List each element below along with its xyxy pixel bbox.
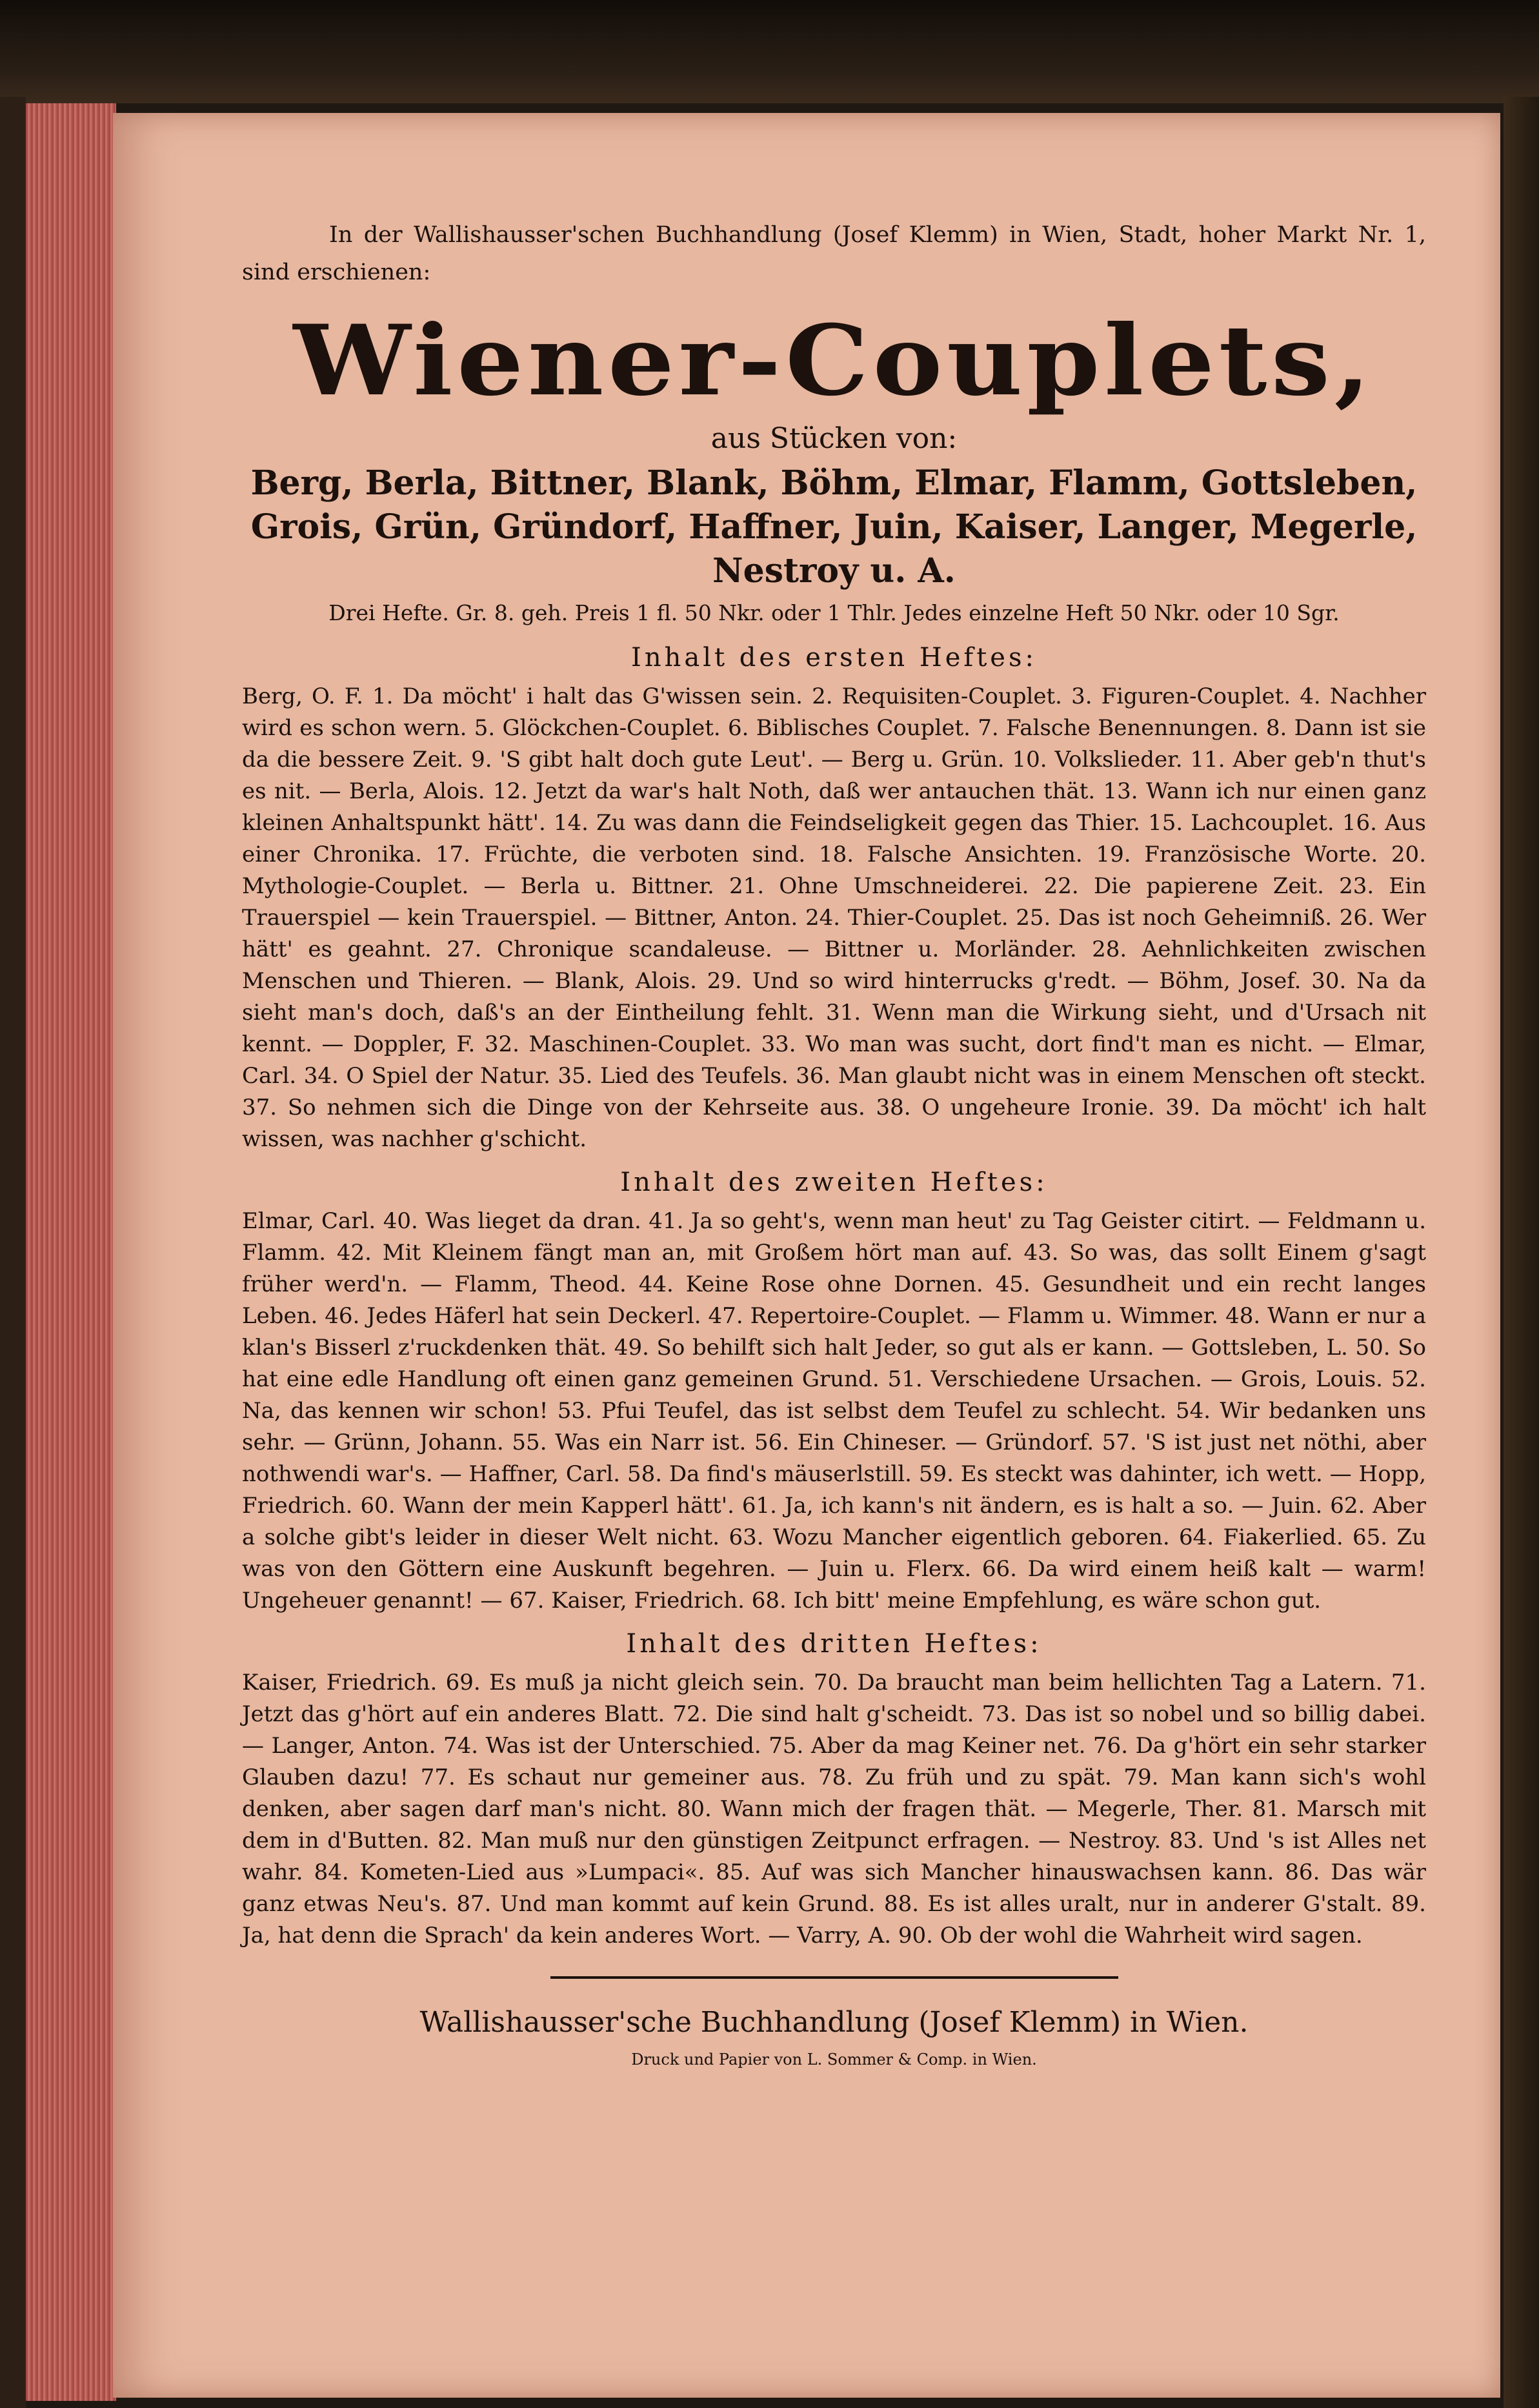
section-heading-second: Inhalt des zweiten Heftes:: [620, 1168, 1048, 1197]
divider-rule: [550, 1976, 1118, 1979]
book-cover-top: [0, 0, 1539, 103]
section-contents-first: Berg, O. F. 1. Da möcht' i halt das G'wissen sein. 2. Requisiten-Couplet. 3. Figuren-Couplet. 4. Nachher wird es schon wern. 5. Glöckchen-Couplet. 6. Biblisches Couplet. 7. Falsche Benennungen. 8. Dann ist sie da die bessere Zeit. 9. 'S gibt halt doch gute Leut'. — Berg u. Grün. 10. Volkslieder. 11. Aber geb'n thut's es nit. — Berla, Alois. 12. Jetzt da war's halt Noth, daß wer antauchen thät. 13. Wann ich nur einen ganz kleinen Anhaltspunkt hätt'. 14. Zu was dann die Feindseligkeit gegen das Thier. 15. Lachcouplet. 16. Aus einer Chronika. 17. Früchte, die verboten sind. 18. Falsche Ansichten. 19. Französische Worte. 20. Mythologie-Couplet. — Berla u. Bittner. 21. Ohne Umschneiderei. 22. Die papierene Zeit. 23. Ein Trauerspiel — kein Trauerspiel. — Bittner, Anton. 24. Thier-Couplet. 25. Das ist noch Geheimniß. 26. Wer hätt' es geahnt. 27. Chronique scandaleuse. — Bittner u. Morländer. 28. Aehnlichkeiten zwischen Menschen und Thieren. — Blank, Alois. 29. Und so wird hinterrucks g'redt. — Böhm, Josef. 30. Na da sieht man's doch, daß's an der Eintheilung fehlt. 31. Wenn man die Wirkung sieht, und d'Ursach nit kennt. — Doppler, F. 32. Maschinen-Couplet. 33. Wo man was sucht, dort find't man es nicht. — Elmar, Carl. 34. O Spiel der Natur. 35. Lied des Teufels. 36. Man glaubt nicht was in einem Menschen oft steckt. 37. So nehmen sich die Dinge von der Kehrseite aus. 38. O ungeheure Ironie. 39. Da möcht' ich halt wissen, was nachher g'schicht.: [242, 683, 1426, 1152]
book-cover-right: [1504, 97, 1539, 2408]
author-list: Berg, Berla, Bittner, Blank, Böhm, Elmar, Flamm, Gottsleben, Grois, Grün, Gründorf, Haffner, Juin, Kaiser, Langer, Megerle, Nestroy u. A.: [250, 463, 1418, 591]
section-heading-third: Inhalt des dritten Heftes:: [626, 1629, 1042, 1659]
price-line: Drei Hefte. Gr. 8. geh. Preis 1 fl. 50 Nkr. oder 1 Thlr. Jedes einzelne Heft 50 Nkr. oder 10 Sgr.: [328, 600, 1340, 625]
page: [113, 113, 1500, 2398]
section-heading-first: Inhalt des ersten Heftes:: [631, 643, 1037, 673]
main-title: Wiener-Couplets,: [293, 304, 1375, 418]
intro-text: In der Wallishausser'schen Buchhandlung (Josef Klemm) in Wien, Stadt, hoher Markt Nr. 1, sind erschienen:: [242, 222, 1426, 285]
advertisement-content: [242, 216, 1426, 2074]
publisher-imprint: Wallishausser'sche Buchhandlung (Josef Klemm) in Wien.: [419, 2006, 1249, 2039]
section-contents-third: Kaiser, Friedrich. 69. Es muß ja nicht gleich sein. 70. Da braucht man beim hellichten Tag a Latern. 71. Jetzt das g'hört auf ein anderes Blatt. 72. Die sind halt g'scheidt. 73. Das ist so nobel und so billig dabei. — Langer, Anton. 74. Was ist der Unterschied. 75. Aber da mag Keiner net. 76. Da g'hört ein sehr starker Glauben dazu! 77. Es schaut nur gemeiner aus. 78. Zu früh und zu spät. 79. Man kann sich's wohl denken, aber sagen darf man's nicht. 80. Wann mich der fragen thät. — Megerle, Ther. 81. Marsch mit dem in d'Butten. 82. Man muß nur den günstigen Zeitpunct erfragen. — Nestroy. 83. Und 's ist Alles net wahr. 84. Kometen-Lied aus »Lumpaci«. 85. Auf was sich Mancher hinauswachsen kann. 86. Das wär ganz etwas Neu's. 87. Und man kommt auf kein Grund. 88. Es ist alles uralt, nur in anderer G'stalt. 89. Ja, hat denn die Sprach' da kein anderes Wort. — Varry, A. 90. Ob der wohl die Wahrheit wird sagen.: [242, 1670, 1426, 1948]
subtitle: aus Stücken von:: [710, 422, 958, 455]
book-board-left: [0, 97, 26, 2408]
section-contents-second: Elmar, Carl. 40. Was lieget da dran. 41. Ja so geht's, wenn man heut' zu Tag Geister citirt. — Feldmann u. Flamm. 42. Mit Kleinem fängt man an, mit Großem hört man auf. 43. So was, das sollt Einem g'sagt früher werd'n. — Flamm, Theod. 44. Keine Rose ohne Dornen. 45. Gesundheit und ein recht langes Leben. 46. Jedes Häferl hat sein Deckerl. 47. Repertoire-Couplet. — Flamm u. Wimmer. 48. Wann er nur a klan's Bisserl z'ruckdenken thät. 49. So behilft sich halt Jeder, so gut als er kann. — Gottsleben, L. 50. So hat eine edle Handlung oft einen ganz gemeinen Grund. 51. Verschiedene Ursachen. — Grois, Louis. 52. Na, das kennen wir schon! 53. Pfui Teufel, das ist selbst dem Teufel zu schlecht. 54. Wir bedanken uns sehr. — Grünn, Johann. 55. Was ein Narr ist. 56. Ein Chineser. — Gründorf. 57. 'S ist just net nöthi, aber nothwendi war's. — Haffner, Carl. 58. Da find's mäuserlstill. 59. Es steckt was dahinter, ich wett. — Hopp, Friedrich. 60. Wann der mein Kapperl hätt'. 61. Ja, ich kann's nit ändern, es is halt a so. — Juin. 62. Aber a solche gibt's leider in dieser Welt nicht. 63. Wozu Mancher eigentlich geboren. 64. Fiakerlied. 65. Zu was von den Göttern eine Auskunft begehren. — Juin u. Flerx. 66. Da wird einem heiß kalt — warm! Ungeheuer genannt! — 67. Kaiser, Friedrich. 68. Ich bitt' meine Empfehlung, es wäre schon gut.: [242, 1208, 1426, 1614]
page-edges: [26, 103, 116, 2401]
printer-imprint: Druck und Papier von L. Sommer & Comp. in Wien.: [631, 2050, 1037, 2069]
